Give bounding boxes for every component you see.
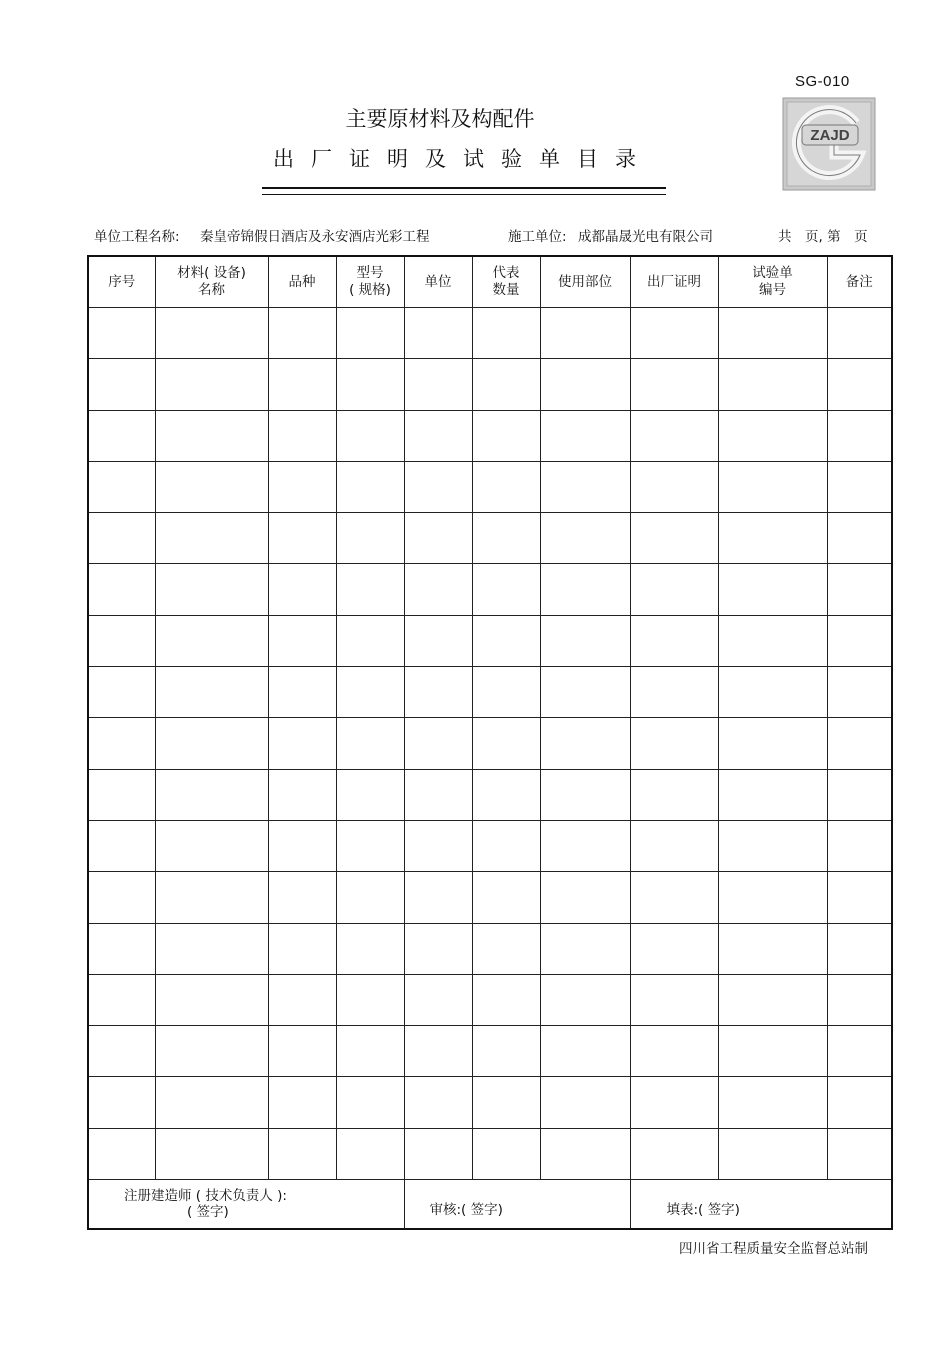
table-cell[interactable] — [540, 872, 630, 923]
document-subtitle: 出厂证明及试验单目录 — [273, 147, 653, 171]
table-cell[interactable] — [88, 410, 155, 461]
table-cell[interactable] — [336, 1128, 404, 1179]
table-cell[interactable] — [630, 1128, 718, 1179]
table-cell[interactable] — [540, 615, 630, 666]
table-cell[interactable] — [630, 1077, 718, 1128]
table-row — [88, 872, 892, 923]
table-cell[interactable] — [718, 974, 827, 1025]
column-header-text: 试验单 — [752, 265, 793, 281]
table-cell[interactable] — [827, 974, 892, 1025]
table-cell[interactable] — [827, 718, 892, 769]
table-cell[interactable] — [827, 1077, 892, 1128]
table-cell[interactable] — [155, 615, 268, 666]
table-cell[interactable] — [540, 667, 630, 718]
table-cell[interactable] — [268, 513, 336, 564]
table-cell[interactable] — [630, 513, 718, 564]
table-cell[interactable] — [404, 1128, 472, 1179]
table-cell[interactable] — [472, 410, 540, 461]
table-cell[interactable] — [472, 974, 540, 1025]
engineer-signature-label: 注册建造师 ( 技术负责人 ): — [124, 1188, 287, 1205]
table-cell[interactable] — [472, 667, 540, 718]
form-code: SG-010 — [795, 73, 850, 90]
table-cell[interactable] — [155, 974, 268, 1025]
table-cell[interactable] — [404, 1026, 472, 1077]
table-cell[interactable] — [827, 667, 892, 718]
table-cell[interactable] — [827, 359, 892, 410]
table-cell[interactable] — [630, 872, 718, 923]
table-cell[interactable] — [630, 359, 718, 410]
table-cell[interactable] — [540, 718, 630, 769]
table-row — [88, 718, 892, 769]
table-cell[interactable] — [268, 974, 336, 1025]
table-cell[interactable] — [404, 667, 472, 718]
table-cell[interactable] — [472, 1026, 540, 1077]
table-cell[interactable] — [336, 769, 404, 820]
table-cell[interactable] — [336, 513, 404, 564]
table-row — [88, 359, 892, 410]
column-header — [155, 256, 268, 308]
table-header-row — [88, 256, 892, 308]
table-cell[interactable] — [336, 1026, 404, 1077]
table-cell[interactable] — [268, 359, 336, 410]
table-cell[interactable] — [88, 615, 155, 666]
reviewer-signature-label: 审核:( 签字) — [429, 1202, 503, 1219]
table-cell[interactable] — [404, 974, 472, 1025]
table-cell[interactable] — [472, 564, 540, 615]
table-cell[interactable] — [404, 615, 472, 666]
table-cell[interactable] — [88, 974, 155, 1025]
table-cell[interactable] — [540, 1077, 630, 1128]
table-cell[interactable] — [155, 461, 268, 512]
unit-project-label: 单位工程名称: — [94, 229, 180, 245]
table-cell[interactable] — [718, 410, 827, 461]
table-cell[interactable] — [268, 564, 336, 615]
filler-signature-cell[interactable] — [630, 1180, 892, 1230]
table-cell[interactable] — [268, 410, 336, 461]
table-cell[interactable] — [630, 1026, 718, 1077]
table-cell[interactable] — [404, 1077, 472, 1128]
table-cell[interactable] — [472, 359, 540, 410]
table-cell[interactable] — [827, 923, 892, 974]
table-cell[interactable] — [404, 308, 472, 359]
table-cell[interactable] — [472, 615, 540, 666]
column-header-text: 名称 — [198, 282, 225, 298]
table-cell[interactable] — [472, 820, 540, 871]
table-cell[interactable] — [718, 718, 827, 769]
table-cell[interactable] — [404, 410, 472, 461]
table-cell[interactable] — [472, 1128, 540, 1179]
table-row — [88, 769, 892, 820]
table-cell[interactable] — [472, 872, 540, 923]
table-cell[interactable] — [718, 359, 827, 410]
table-cell[interactable] — [827, 769, 892, 820]
table-cell[interactable] — [268, 923, 336, 974]
catalog-table — [87, 255, 893, 1230]
table-cell[interactable] — [630, 667, 718, 718]
column-header — [718, 256, 827, 308]
table-cell[interactable] — [155, 923, 268, 974]
table-cell[interactable] — [540, 461, 630, 512]
table-cell[interactable] — [88, 769, 155, 820]
table-cell[interactable] — [88, 923, 155, 974]
table-row — [88, 615, 892, 666]
table-cell[interactable] — [718, 769, 827, 820]
table-cell[interactable] — [88, 1077, 155, 1128]
column-header — [630, 256, 718, 308]
column-header-text: 数量 — [492, 282, 520, 298]
table-cell[interactable] — [88, 718, 155, 769]
table-cell[interactable] — [404, 820, 472, 871]
column-header — [540, 256, 630, 308]
reviewer-signature-cell[interactable] — [404, 1180, 630, 1230]
table-cell[interactable] — [155, 513, 268, 564]
table-row — [88, 923, 892, 974]
table-row — [88, 820, 892, 871]
table-cell[interactable] — [718, 820, 827, 871]
table-cell[interactable] — [827, 410, 892, 461]
logo-text: ZAJD — [810, 127, 850, 144]
table-cell[interactable] — [268, 615, 336, 666]
filler-signature-label: 填表:( 签字) — [666, 1202, 740, 1219]
column-header-text: 编号 — [759, 282, 786, 298]
table-cell[interactable] — [268, 667, 336, 718]
table-cell[interactable] — [268, 718, 336, 769]
table-cell[interactable] — [155, 1128, 268, 1179]
table-cell[interactable] — [155, 872, 268, 923]
table-row — [88, 513, 892, 564]
table-cell[interactable] — [336, 564, 404, 615]
column-header — [268, 256, 336, 308]
table-cell[interactable] — [336, 359, 404, 410]
table-cell[interactable] — [827, 615, 892, 666]
page-count: 共 页, 第 页 — [778, 229, 868, 245]
table-cell[interactable] — [88, 308, 155, 359]
table-cell[interactable] — [404, 923, 472, 974]
table-cell[interactable] — [268, 820, 336, 871]
table-cell[interactable] — [88, 1128, 155, 1179]
column-header-text: 序号 — [108, 273, 136, 290]
table-cell[interactable] — [540, 974, 630, 1025]
table-row — [88, 1077, 892, 1128]
table-cell[interactable] — [88, 564, 155, 615]
table-cell[interactable] — [630, 769, 718, 820]
table-cell[interactable] — [472, 923, 540, 974]
table-cell[interactable] — [336, 872, 404, 923]
table-cell[interactable] — [630, 718, 718, 769]
table-cell[interactable] — [268, 461, 336, 512]
table-cell[interactable] — [155, 359, 268, 410]
table-cell[interactable] — [336, 974, 404, 1025]
table-cell[interactable] — [718, 1026, 827, 1077]
table-cell[interactable] — [630, 974, 718, 1025]
table-cell[interactable] — [718, 513, 827, 564]
column-header-text: 型号 — [356, 265, 384, 281]
table-cell[interactable] — [540, 1128, 630, 1179]
table-cell[interactable] — [630, 820, 718, 871]
table-cell[interactable] — [268, 872, 336, 923]
table-cell[interactable] — [827, 820, 892, 871]
column-header-text: 使用部位 — [558, 273, 612, 290]
table-cell[interactable] — [540, 769, 630, 820]
table-row — [88, 1026, 892, 1077]
column-header-text: 单位 — [424, 273, 452, 290]
table-cell[interactable] — [404, 513, 472, 564]
table-cell[interactable] — [155, 820, 268, 871]
table-cell[interactable] — [404, 564, 472, 615]
table-cell[interactable] — [336, 718, 404, 769]
table-cell[interactable] — [718, 1128, 827, 1179]
table-cell[interactable] — [718, 1077, 827, 1128]
table-cell[interactable] — [336, 1077, 404, 1128]
table-cell[interactable] — [336, 461, 404, 512]
table-cell[interactable] — [472, 461, 540, 512]
signature-row — [88, 1180, 892, 1230]
table-cell[interactable] — [540, 564, 630, 615]
table-cell[interactable] — [630, 461, 718, 512]
table-cell[interactable] — [827, 872, 892, 923]
table-cell[interactable] — [718, 308, 827, 359]
table-cell[interactable] — [268, 308, 336, 359]
table-cell[interactable] — [268, 1128, 336, 1179]
table-cell[interactable] — [472, 1077, 540, 1128]
table-cell[interactable] — [718, 667, 827, 718]
table-cell[interactable] — [155, 410, 268, 461]
contractor-value: 成都晶晟光电有限公司 — [578, 229, 713, 245]
table-cell[interactable] — [88, 1026, 155, 1077]
document-title: 主要原材料及构配件 — [345, 107, 535, 131]
table-cell[interactable] — [827, 308, 892, 359]
table-row — [88, 1128, 892, 1179]
table-cell[interactable] — [404, 769, 472, 820]
column-header — [404, 256, 472, 308]
table-cell[interactable] — [630, 564, 718, 615]
engineer-signature-note: ( 签字) — [187, 1204, 229, 1221]
table-cell[interactable] — [472, 308, 540, 359]
table-row — [88, 410, 892, 461]
table-cell[interactable] — [336, 615, 404, 666]
table-cell[interactable] — [155, 308, 268, 359]
title-rule-thick — [262, 187, 666, 189]
column-header-text: 出厂证明 — [647, 273, 701, 290]
table-cell[interactable] — [336, 820, 404, 871]
column-header-text: 代表 — [492, 265, 520, 281]
column-header — [336, 256, 404, 308]
table-cell[interactable] — [472, 769, 540, 820]
table-cell[interactable] — [88, 872, 155, 923]
table-cell[interactable] — [630, 923, 718, 974]
table-cell[interactable] — [268, 769, 336, 820]
zajd-seal-logo — [782, 97, 876, 191]
table-cell[interactable] — [540, 308, 630, 359]
table-cell[interactable] — [404, 718, 472, 769]
column-header-text: 备注 — [845, 273, 873, 290]
column-header-text: 品种 — [288, 273, 316, 290]
table-row — [88, 564, 892, 615]
table-cell[interactable] — [630, 410, 718, 461]
table-cell[interactable] — [336, 923, 404, 974]
table-cell[interactable] — [268, 1026, 336, 1077]
table-cell[interactable] — [336, 308, 404, 359]
table-cell[interactable] — [718, 461, 827, 512]
engineer-signature-cell[interactable] — [88, 1180, 404, 1230]
table-cell[interactable] — [540, 410, 630, 461]
table-cell[interactable] — [155, 564, 268, 615]
table-cell[interactable] — [718, 615, 827, 666]
table-cell[interactable] — [718, 923, 827, 974]
table-cell[interactable] — [88, 820, 155, 871]
table-cell[interactable] — [404, 359, 472, 410]
contractor-label: 施工单位: — [508, 229, 567, 245]
table-cell[interactable] — [540, 820, 630, 871]
table-cell[interactable] — [472, 513, 540, 564]
table-cell[interactable] — [404, 461, 472, 512]
table-cell[interactable] — [155, 1077, 268, 1128]
table-cell[interactable] — [88, 461, 155, 512]
table-cell[interactable] — [88, 667, 155, 718]
column-header — [827, 256, 892, 308]
table-cell[interactable] — [155, 769, 268, 820]
issuer-footer: 四川省工程质量安全监督总站制 — [679, 1241, 868, 1257]
table-cell[interactable] — [827, 461, 892, 512]
table-cell[interactable] — [540, 513, 630, 564]
column-header — [88, 256, 155, 308]
table-cell[interactable] — [88, 513, 155, 564]
table-cell[interactable] — [718, 872, 827, 923]
table-cell[interactable] — [472, 718, 540, 769]
table-cell[interactable] — [404, 872, 472, 923]
table-row — [88, 308, 892, 359]
table-cell[interactable] — [540, 359, 630, 410]
table-cell[interactable] — [630, 615, 718, 666]
table-cell[interactable] — [540, 923, 630, 974]
column-header-text: ( 规格) — [349, 282, 391, 298]
table-cell[interactable] — [155, 718, 268, 769]
table-cell[interactable] — [827, 1026, 892, 1077]
table-cell[interactable] — [540, 1026, 630, 1077]
column-header-text: 材料( 设备) — [177, 265, 246, 281]
table-cell[interactable] — [827, 1128, 892, 1179]
table-cell[interactable] — [155, 1026, 268, 1077]
table-row — [88, 461, 892, 512]
table-cell[interactable] — [336, 410, 404, 461]
table-cell[interactable] — [88, 359, 155, 410]
table-row — [88, 974, 892, 1025]
table-cell[interactable] — [630, 308, 718, 359]
table-row — [88, 667, 892, 718]
table-cell[interactable] — [155, 667, 268, 718]
title-rule-thin — [262, 194, 666, 195]
column-header — [472, 256, 540, 308]
table-cell[interactable] — [268, 1077, 336, 1128]
table-cell[interactable] — [827, 513, 892, 564]
table-cell[interactable] — [336, 667, 404, 718]
table-cell[interactable] — [827, 564, 892, 615]
unit-project-value: 秦皇帝锦假日酒店及永安酒店光彩工程 — [200, 229, 430, 245]
table-cell[interactable] — [718, 564, 827, 615]
